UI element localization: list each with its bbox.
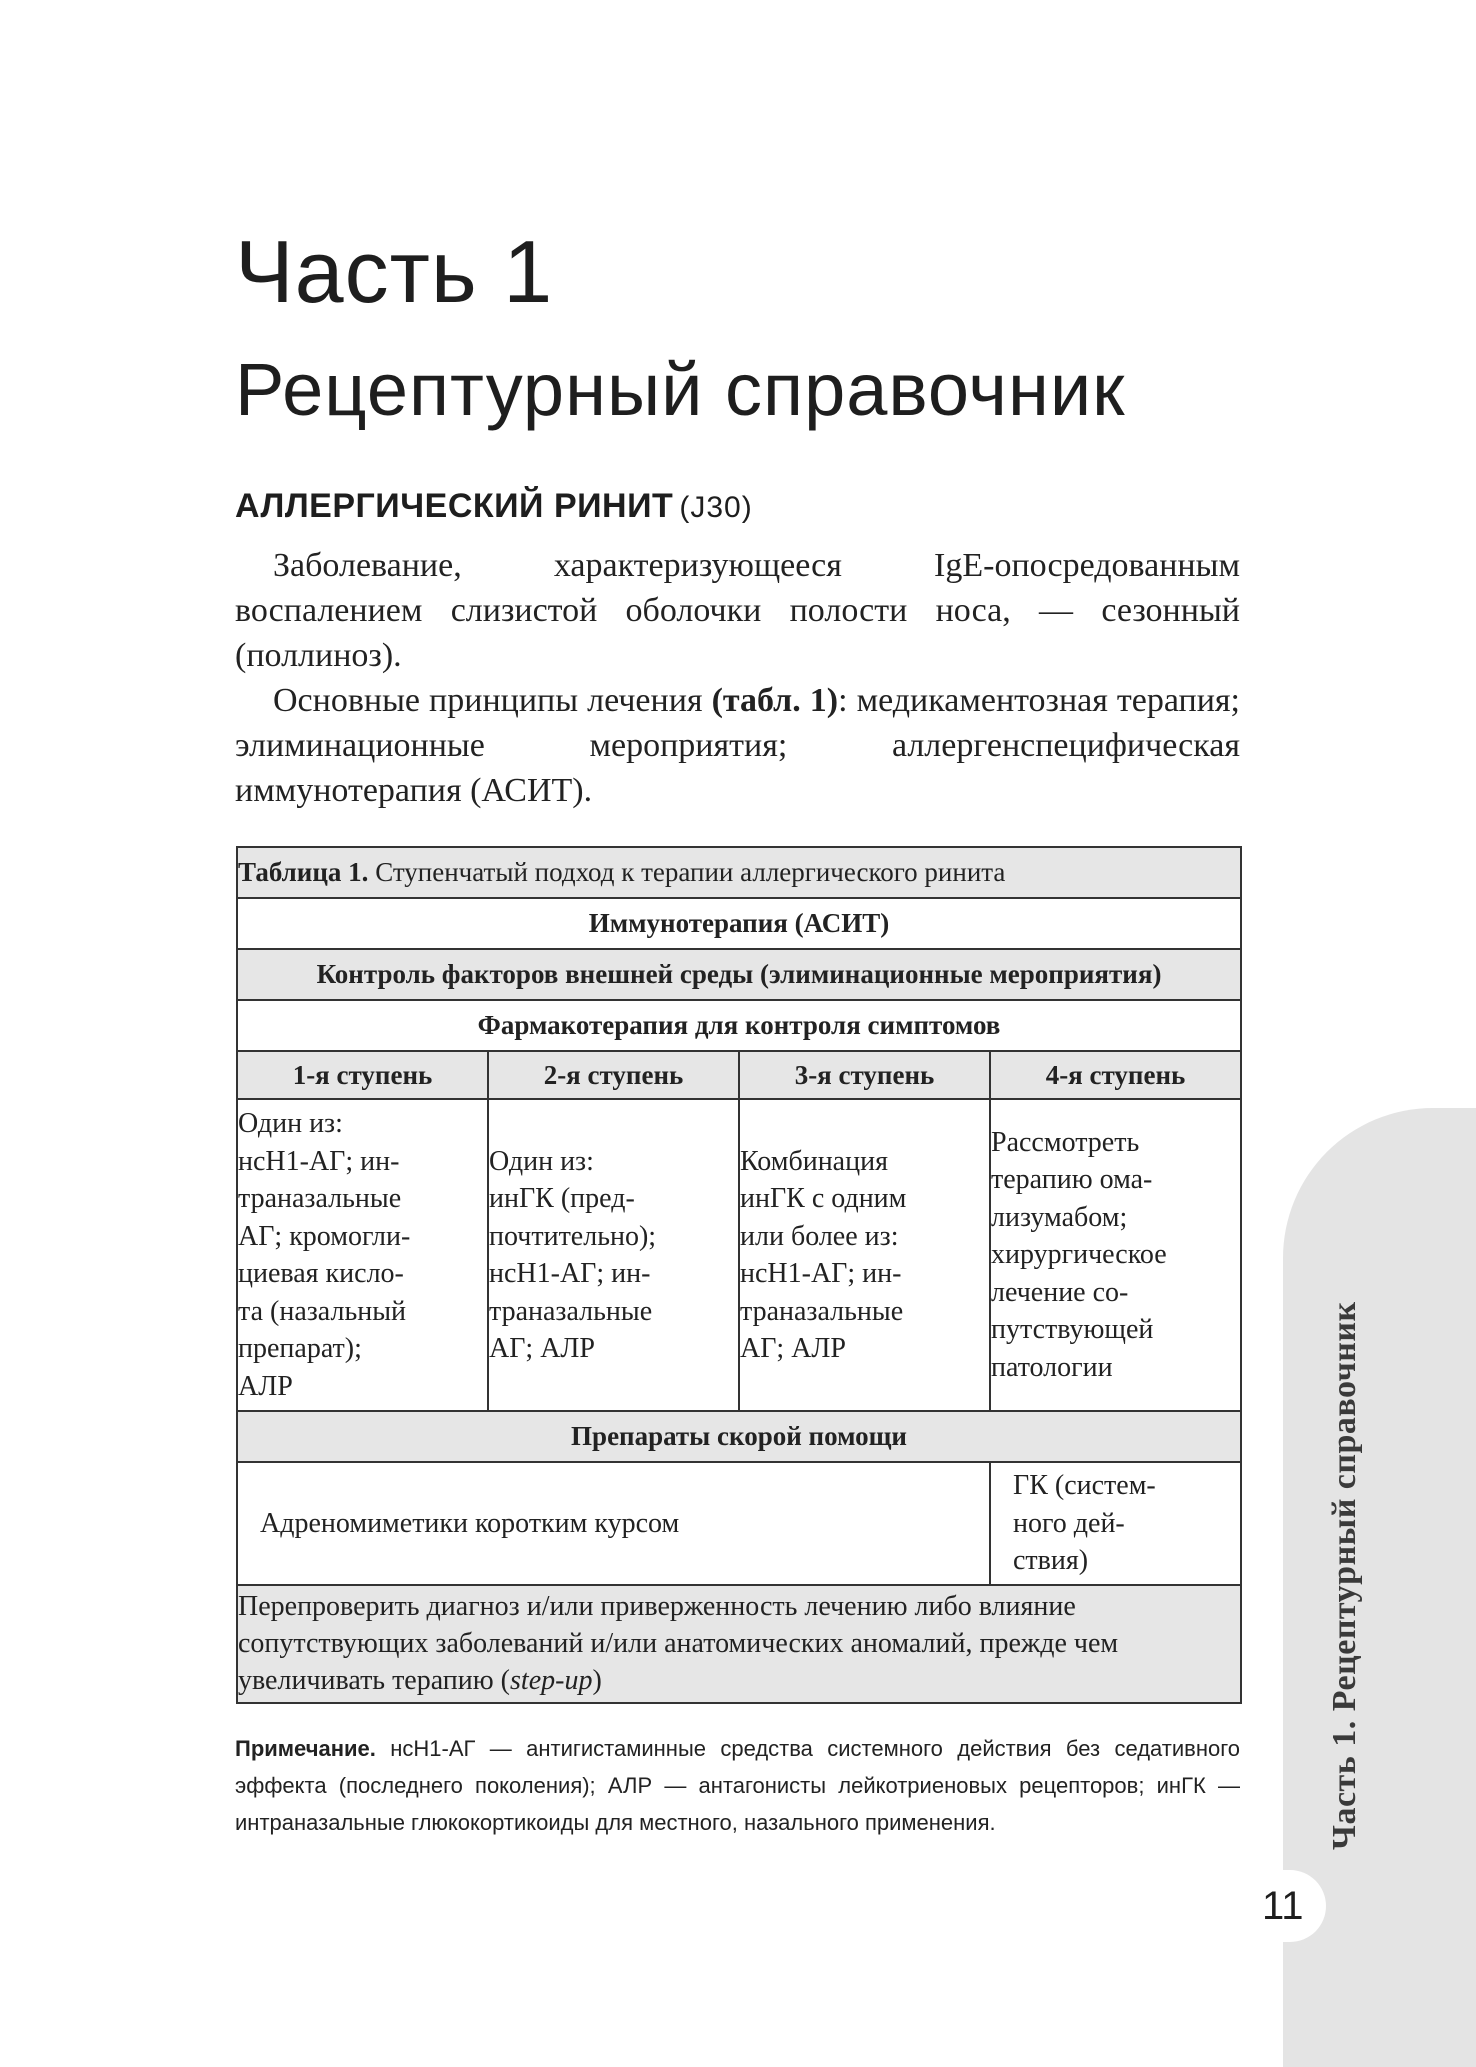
step-header-1: 1-я ступень (237, 1051, 488, 1099)
step-line: терапию ома- (991, 1164, 1153, 1196)
step-line: траназальные (740, 1295, 904, 1327)
step-header-3: 3-я ступень (739, 1051, 990, 1099)
section-heading (235, 484, 753, 530)
step-line: патологии (991, 1351, 1113, 1383)
note-label: Примечание. (235, 1736, 376, 1761)
recheck-row (237, 1585, 1241, 1703)
pharmacotherapy-row (237, 1000, 1241, 1051)
step-cell-3 (739, 1099, 990, 1411)
emergency-line: ного дей- (1013, 1507, 1125, 1539)
emergency-right-cell (990, 1462, 1241, 1585)
step-line: АГ; АЛР (740, 1333, 846, 1364)
note-text: нсН1-АГ — антигистаминные средства системного действия без седативного эффекта (последнего поколения); АЛР — антагонисты лейкотриеновых рецепторов; инГК — интраназальные глюкокортикоиды для местного, назального применения. (235, 1736, 1240, 1835)
emergency-header-row (237, 1411, 1241, 1462)
table-caption-text: Ступенчатый подход к терапии аллергического ринита (368, 857, 1006, 887)
recheck-cell (237, 1585, 1241, 1703)
section-heading-text: АЛЛЕРГИЧЕСКИЙ РИНИТ (235, 487, 674, 525)
step-line: путствующей (991, 1314, 1154, 1346)
immunotherapy-row (237, 898, 1241, 949)
step-line: Комбинация (740, 1145, 888, 1177)
step-cell-4 (990, 1099, 1241, 1411)
principles-end: : медикаментозная терапия; элиминационные мероприятия; аллергенспецифическая иммунотерапия (АСИТ). (235, 682, 1240, 809)
side-tab-label: Часть 1. Рецептурный справочник (1326, 1301, 1363, 1850)
step-line: инГК с одним (740, 1183, 907, 1214)
step-line: инГК (пред- (489, 1183, 635, 1214)
step-header-4: 4-я ступень (990, 1051, 1241, 1099)
emergency-left-cell: Адреномиметики коротким курсом (237, 1462, 990, 1585)
immunotherapy-cell: Иммунотерапия (АСИТ) (237, 898, 1241, 949)
emergency-row (237, 1462, 1241, 1585)
definition-paragraph: Заболевание, характеризующееся IgE-опосредованным воспалением слизистой оболочки полости носа, — сезонный (поллиноз). (235, 547, 1240, 674)
step-line: или более из: (740, 1220, 899, 1252)
recheck-italic: step-up (510, 1665, 593, 1696)
step-line: та (назальный (238, 1295, 406, 1327)
part-number: Часть 1 (235, 222, 554, 321)
step-line: почтительно); (489, 1220, 657, 1252)
step-line: Один из: (238, 1108, 343, 1139)
emergency-header-cell: Препараты скорой помощи (237, 1411, 1241, 1462)
recheck-text: Перепроверить диагноз и/или приверженность лечению либо влияние сопутствующих заболеваний и/или анатомических аномалий, прежде чем увеличивать терапию ( (238, 1591, 1119, 1696)
section-icd-code: (J30) (679, 491, 753, 524)
pharmacotherapy-cell: Фармакотерапия для контроля симптомов (237, 1000, 1241, 1051)
step-line: препарат); (238, 1333, 362, 1364)
table-note (235, 1730, 1240, 1841)
emergency-line: ствия) (1013, 1545, 1089, 1576)
step-line: траназальные (489, 1295, 653, 1327)
table-caption (237, 847, 1241, 898)
step-cell-2 (488, 1099, 739, 1411)
table-caption-row (237, 847, 1241, 898)
page-number: 11 (1262, 1884, 1304, 1928)
step-line: нсН1-АГ; ин- (238, 1145, 400, 1177)
step-line: АЛР (238, 1370, 293, 1402)
steps-header-row (237, 1051, 1241, 1099)
step-line: Рассмотреть (991, 1126, 1140, 1158)
steps-body-row (237, 1099, 1241, 1411)
step-header-2: 2-я ступень (488, 1051, 739, 1099)
step-line: лизумабом; (991, 1201, 1128, 1233)
therapy-steps-table (236, 846, 1242, 1704)
step-line: Один из: (489, 1145, 594, 1177)
table-caption-label: Таблица 1. (238, 857, 369, 887)
step-line: лечение со- (991, 1276, 1129, 1308)
step-cell-1 (237, 1099, 488, 1411)
step-line: АГ; кромогли- (238, 1220, 411, 1252)
table-reference-link[interactable]: (табл. 1) (711, 682, 839, 719)
principles-start: Основные принципы лечения (273, 682, 712, 719)
step-line: хирургическое (991, 1239, 1167, 1271)
step-line: АГ; АЛР (489, 1333, 595, 1364)
emergency-line: ГК (систем- (1013, 1470, 1156, 1501)
step-line: траназальные (238, 1183, 402, 1214)
step-line: циевая кисло- (238, 1258, 404, 1289)
environment-row (237, 949, 1241, 1000)
step-line: нсН1-АГ; ин- (740, 1258, 902, 1289)
step-line: нсН1-АГ; ин- (489, 1258, 651, 1289)
part-title: Рецептурный справочник (235, 348, 1126, 431)
environment-cell: Контроль факторов внешней среды (элиминационные мероприятия) (237, 949, 1241, 1000)
principles-paragraph (235, 678, 1240, 813)
recheck-close: ) (592, 1665, 602, 1696)
